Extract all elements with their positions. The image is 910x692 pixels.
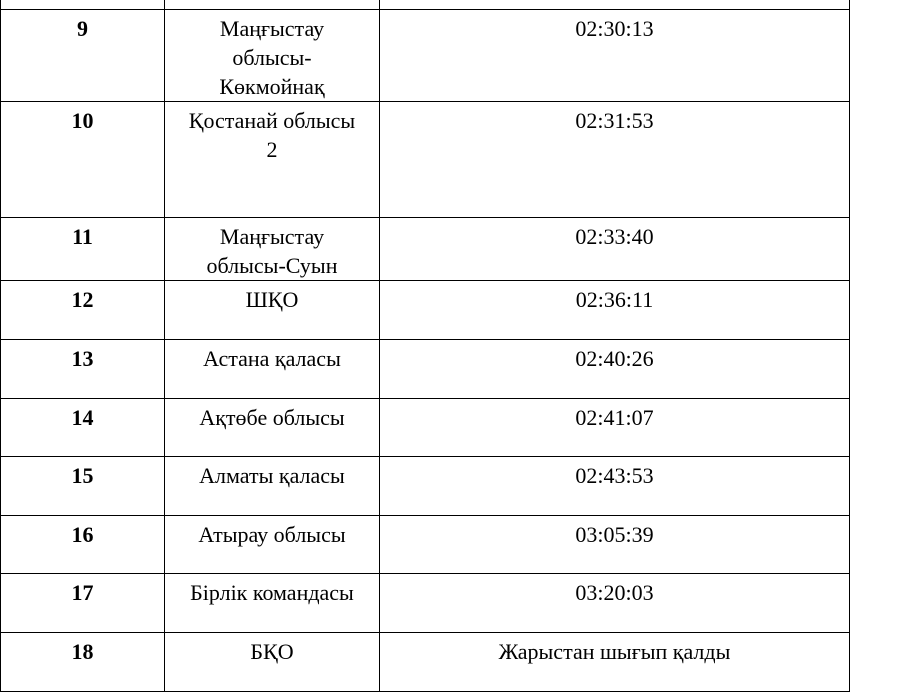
team-cell	[165, 0, 380, 10]
table-row	[1, 10, 850, 102]
table-row	[1, 399, 850, 457]
team-cell	[165, 633, 380, 692]
place-cell: 18	[1, 633, 165, 692]
team-name-line: Қостанай облысы	[188, 108, 356, 133]
team-name-line: облысы-Суын	[206, 253, 338, 278]
time-cell: 02:31:53	[380, 102, 850, 218]
team-name-partial	[167, 0, 377, 2]
place-cell: 10	[1, 102, 165, 218]
time-cell: 02:40:26	[380, 340, 850, 399]
team-name-line: 2	[266, 137, 278, 162]
place-cell: 16	[1, 516, 165, 574]
team-name-line: облысы-	[232, 45, 312, 70]
place-cell: 12	[1, 281, 165, 340]
place-cell	[1, 0, 165, 10]
team-cell	[165, 399, 380, 457]
table-row	[1, 633, 850, 692]
table-row	[1, 281, 850, 340]
team-name-line: ШҚО	[245, 287, 299, 312]
team-name-line: Көкмойнақ	[219, 74, 325, 99]
time-cell: 02:41:07	[380, 399, 850, 457]
time-cell	[380, 0, 850, 10]
time-cell: 02:33:40	[380, 218, 850, 281]
team-name-line: Маңғыстау	[219, 224, 325, 249]
team-name-line: Атырау облысы	[198, 522, 346, 547]
team-cell	[165, 340, 380, 399]
place-cell: 9	[1, 10, 165, 102]
time-cell: 02:36:11	[380, 281, 850, 340]
table-row	[1, 516, 850, 574]
table-row	[1, 0, 850, 10]
team-name-line: Маңғыстау	[219, 16, 325, 41]
team-cell	[165, 574, 380, 633]
place-cell: 11	[1, 218, 165, 281]
team-cell	[165, 516, 380, 574]
team-name-line: Бірлік командасы	[190, 580, 354, 605]
team-cell	[165, 281, 380, 340]
time-cell: 03:20:03	[380, 574, 850, 633]
time-cell: 02:43:53	[380, 457, 850, 516]
team-cell	[165, 102, 380, 218]
place-cell: 13	[1, 340, 165, 399]
place-cell: 14	[1, 399, 165, 457]
time-cell: 03:05:39	[380, 516, 850, 574]
team-name-line: Ақтөбе облысы	[199, 405, 345, 430]
team-name-line: Астана қаласы	[203, 346, 341, 371]
table-row	[1, 457, 850, 516]
team-cell	[165, 10, 380, 102]
team-cell	[165, 218, 380, 281]
team-name-line: БҚО	[250, 639, 294, 664]
table-row	[1, 102, 850, 218]
table-row	[1, 574, 850, 633]
table-row	[1, 218, 850, 281]
time-cell: 02:30:13	[380, 10, 850, 102]
table-row	[1, 340, 850, 399]
place-cell: 17	[1, 574, 165, 633]
team-cell	[165, 457, 380, 516]
time-cell: Жарыстан шығып қалды	[380, 633, 850, 692]
team-name-line: Алматы қаласы	[199, 463, 345, 488]
place-cell: 15	[1, 457, 165, 516]
